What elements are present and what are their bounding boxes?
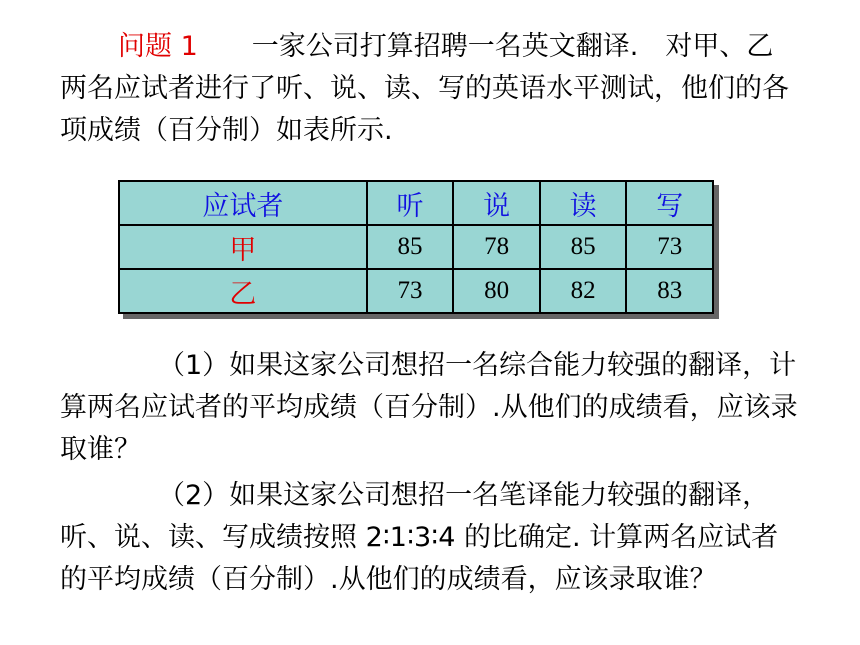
table-header-row xyxy=(119,181,713,225)
score-cell: 73 xyxy=(626,225,713,269)
header-reading: 读 xyxy=(540,181,627,225)
score-cell: 73 xyxy=(367,269,454,313)
applicant-name: 甲 xyxy=(119,225,367,269)
problem-intro-text: 一家公司打算招聘一名英文翻译. 对甲、乙两名应试者进行了听、说、读、写的英语水平测试，他们的各项成绩（百分制）如表所示. xyxy=(60,31,789,146)
table-row xyxy=(119,269,713,313)
score-cell: 83 xyxy=(626,269,713,313)
problem-label: 问题 1 xyxy=(118,31,198,62)
header-writing: 写 xyxy=(626,181,713,225)
header-applicant: 应试者 xyxy=(119,181,367,225)
score-cell: 85 xyxy=(367,225,454,269)
scores-table xyxy=(118,180,714,314)
question-2: （2）如果这家公司想招一名笔译能力较强的翻译，听、说、读、写成绩按照 2∶1∶3∶4 的比确定. 计算两名应试者的平均成绩（百分制）.从他们的成绩看，应该录取谁？ xyxy=(60,480,779,595)
score-cell: 82 xyxy=(540,269,627,313)
header-listening: 听 xyxy=(367,181,454,225)
score-cell: 80 xyxy=(453,269,540,313)
applicant-name: 乙 xyxy=(119,269,367,313)
problem-intro xyxy=(60,26,800,152)
question-1: （1）如果这家公司想招一名综合能力较强的翻译，计算两名应试者的平均成绩（百分制）.从他们的成绩看，应该录取谁？ xyxy=(60,350,798,465)
score-cell: 85 xyxy=(540,225,627,269)
score-cell: 78 xyxy=(453,225,540,269)
header-speaking: 说 xyxy=(453,181,540,225)
table-row xyxy=(119,225,713,269)
